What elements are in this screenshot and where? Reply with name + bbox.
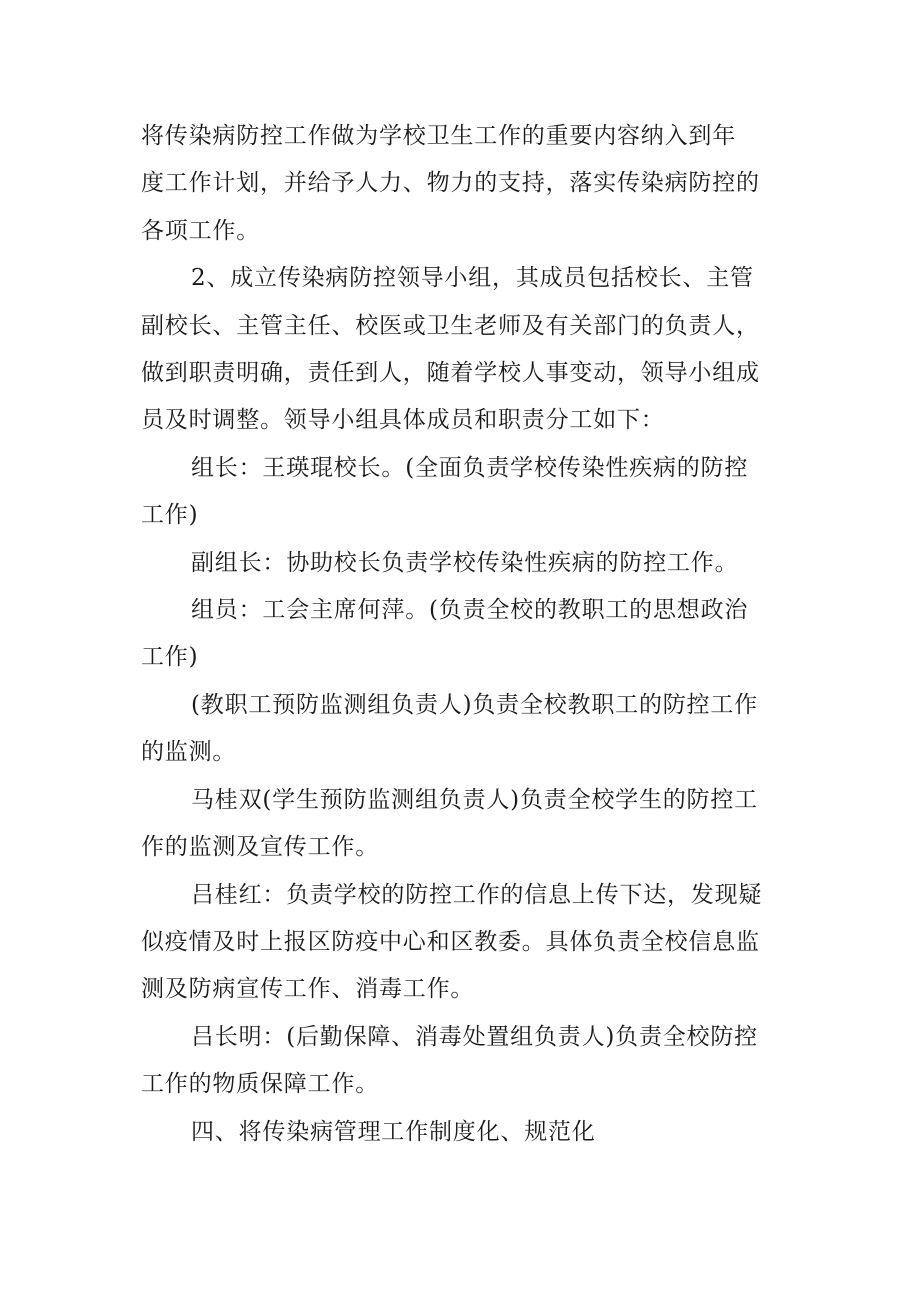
paragraph-school-health-plan: [141, 113, 791, 255]
text-line: 2、成立传染病防控领导小组，其成员包括校长、主管: [191, 265, 754, 292]
text-line: 员及时调整。领导小组具体成员和职责分工如下：: [141, 407, 665, 434]
paragraph-staff-monitoring: [141, 682, 791, 777]
text-line: 工作): [141, 502, 199, 529]
text-line: 将传染病防控工作做为学校卫生工作的重要内容纳入到年: [141, 123, 736, 149]
text-line: 工作): [141, 644, 199, 671]
text-line: 副校长、主管主任、校医或卫生老师及有关部门的负责人，: [141, 312, 760, 339]
paragraph-deputy-leader: [141, 540, 791, 587]
text-line: 马桂双(学生预防监测组负责人)负责全校学生的防控工: [191, 786, 758, 813]
text-line: 四、将传染病管理工作制度化、规范化: [191, 1118, 596, 1145]
text-line: 各项工作。: [141, 217, 260, 244]
text-line: 组长：王瑛琨校长。(全面负责学校传染性疾病的防控: [191, 454, 749, 481]
paragraph-leadership-group: [141, 255, 791, 445]
text-line: 吕长明：(后勤保障、消毒处置组负责人)负责全校防控: [191, 1023, 758, 1050]
text-line: (教职工预防监测组负责人)负责全校教职工的防控工作: [191, 691, 758, 718]
text-line: 测及防病宣传工作、消毒工作。: [141, 976, 475, 1003]
text-line: 的监测。: [141, 739, 237, 766]
paragraph-student-monitoring: [141, 777, 791, 872]
text-line: 度工作计划，并给予人力、物力的支持，落实传染病防控的: [141, 170, 760, 197]
text-line: 组员：工会主席何萍。(负责全校的教职工的思想政治: [191, 597, 749, 624]
paragraph-group-leader: [141, 445, 791, 540]
text-line: 副组长：协助校长负责学校传染性疾病的防控工作。: [191, 549, 739, 576]
text-line: 作的监测及宣传工作。: [141, 834, 379, 861]
document-body: [141, 113, 791, 1156]
section-heading-four: [141, 1109, 791, 1156]
paragraph-member-union: [141, 587, 791, 682]
text-line: 做到职责明确，责任到人，随着学校人事变动，领导小组成: [141, 360, 760, 387]
paragraph-information-reporting: [141, 872, 791, 1014]
text-line: 吕桂红：负责学校的防控工作的信息上传下达，发现疑: [191, 881, 763, 908]
paragraph-logistics: [141, 1014, 791, 1109]
text-line: 工作的物质保障工作。: [141, 1071, 379, 1098]
text-line: 似疫情及时上报区防疫中心和区教委。具体负责全校信息监: [141, 928, 760, 955]
